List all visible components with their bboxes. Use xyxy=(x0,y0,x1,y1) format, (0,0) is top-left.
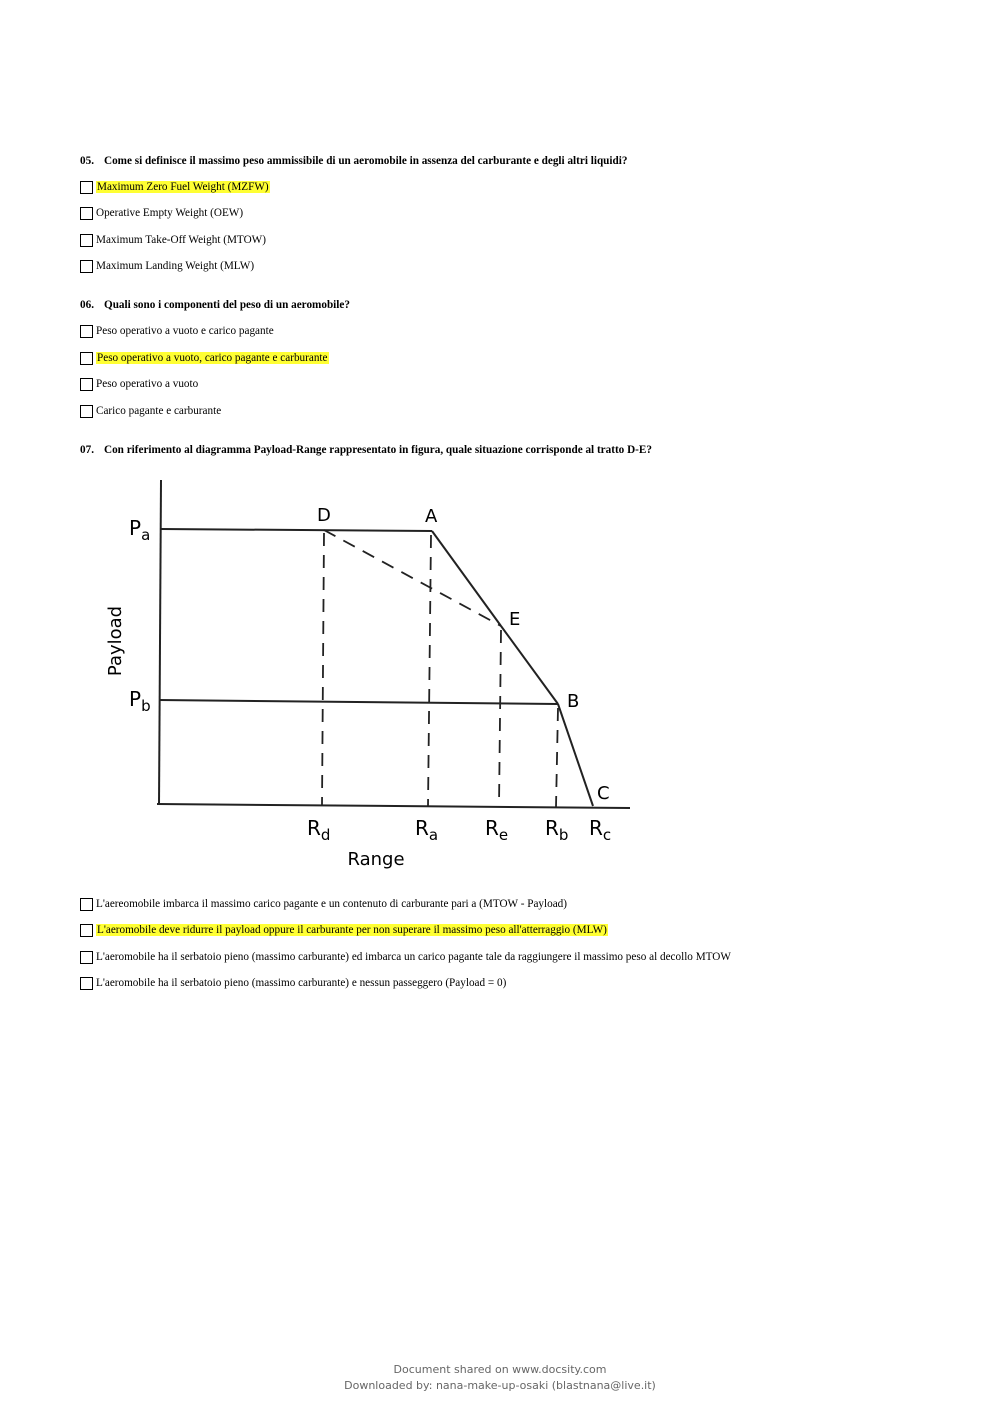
checkbox[interactable] xyxy=(80,181,93,194)
checkbox[interactable] xyxy=(80,924,93,937)
q06-option-4[interactable] xyxy=(80,403,221,419)
tick-rc: $R_c$ xyxy=(589,816,612,844)
option-text: Carico pagante e carburante xyxy=(96,405,222,417)
checkbox[interactable] xyxy=(80,234,93,247)
checkbox[interactable] xyxy=(80,325,93,338)
x-axis xyxy=(157,804,630,808)
checkbox[interactable] xyxy=(80,378,93,391)
payload-b-line xyxy=(159,700,558,704)
point-b: B xyxy=(567,691,580,712)
y-axis-label: Payload xyxy=(105,605,126,677)
question-text: Come si definisce il massimo peso ammissibile di un aeromobile in assenza del carburante e degli altri liquidi? xyxy=(104,155,628,167)
q07-option-4[interactable] xyxy=(80,975,506,991)
point-a: A xyxy=(425,506,438,527)
tick-re: $R_e$ xyxy=(485,816,509,844)
option-text: Maximum Take-Off Weight (MTOW) xyxy=(96,234,266,246)
dash-rb xyxy=(556,708,558,807)
option-text: Operative Empty Weight (OEW) xyxy=(96,207,244,219)
segment-a-e xyxy=(432,531,501,626)
question-text: Quali sono i componenti del peso di un aeromobile? xyxy=(104,299,350,311)
q07-option-1[interactable] xyxy=(80,896,567,912)
question-number: 05. xyxy=(80,155,94,167)
option-text: Peso operativo a vuoto e carico pagante xyxy=(96,325,274,337)
tick-pa: $P_a$ xyxy=(129,516,151,544)
option-text: Peso operativo a vuoto, carico pagante e carburante xyxy=(97,352,328,364)
point-c: C xyxy=(597,783,610,804)
q06-option-1[interactable] xyxy=(80,323,274,339)
payload-range-diagram xyxy=(95,475,655,875)
point-e: E xyxy=(509,609,521,630)
q07-option-2[interactable] xyxy=(80,922,608,938)
segment-d-e xyxy=(324,530,501,626)
tick-pb: $P_b$ xyxy=(129,687,151,715)
option-text: L'aeromobile ha il serbatoio pieno (massimo carburante) ed imbarca un carico pagante tale da raggiungere il massimo peso al decollo MTOW xyxy=(96,951,731,963)
q06-option-3[interactable] xyxy=(80,376,198,392)
segment-b-c xyxy=(558,704,593,806)
point-d: D xyxy=(317,505,331,526)
tick-rd: $R_d$ xyxy=(307,816,331,844)
dash-ra xyxy=(428,535,431,806)
q05-option-3[interactable] xyxy=(80,232,266,248)
question-number: 06. xyxy=(80,299,94,311)
dash-rd xyxy=(322,533,324,805)
payload-max-line xyxy=(161,529,432,531)
q05-option-2[interactable] xyxy=(80,205,243,221)
checkbox[interactable] xyxy=(80,951,93,964)
x-axis-label: Range xyxy=(347,849,405,870)
footer-downloaded-by: Downloaded by: nana-make-up-osaki (blastnana@live.it) xyxy=(344,1379,656,1392)
question-05-title xyxy=(80,155,627,167)
segment-e-b xyxy=(501,626,558,704)
tick-rb: $R_b$ xyxy=(545,816,569,844)
option-text: Peso operativo a vuoto xyxy=(96,378,199,390)
checkbox[interactable] xyxy=(80,898,93,911)
option-text: Maximum Landing Weight (MLW) xyxy=(96,260,255,272)
option-text: L'aereomobile imbarca il massimo carico pagante e un contenuto di carburante pari a (MTOW - Payload) xyxy=(96,898,567,910)
dash-re xyxy=(499,630,501,806)
question-06-title xyxy=(80,299,350,311)
q06-option-2[interactable] xyxy=(80,350,329,366)
tick-ra: $R_a$ xyxy=(415,816,439,844)
option-text: L'aeromobile ha il serbatoio pieno (massimo carburante) e nessun passeggero (Payload = 0) xyxy=(96,977,507,989)
option-text: Maximum Zero Fuel Weight (MZFW) xyxy=(97,181,269,193)
q05-option-4[interactable] xyxy=(80,258,254,274)
checkbox[interactable] xyxy=(80,260,93,273)
question-text: Con riferimento al diagramma Payload-Range rappresentato in figura, quale situazione corrisponde al tratto D-E? xyxy=(104,444,652,456)
q05-option-1[interactable] xyxy=(80,179,270,195)
checkbox[interactable] xyxy=(80,405,93,418)
checkbox[interactable] xyxy=(80,977,93,990)
checkbox[interactable] xyxy=(80,207,93,220)
question-07-title xyxy=(80,444,652,456)
checkbox[interactable] xyxy=(80,352,93,365)
payload-range-svg xyxy=(95,475,655,875)
footer-shared-on: Document shared on www.docsity.com xyxy=(393,1363,607,1376)
option-text: L'aeromobile deve ridurre il payload oppure il carburante per non superare il massimo peso all'atterraggio (MLW) xyxy=(97,924,607,936)
question-number: 07. xyxy=(80,444,94,456)
q07-option-3[interactable] xyxy=(80,949,731,965)
y-axis xyxy=(159,480,161,805)
